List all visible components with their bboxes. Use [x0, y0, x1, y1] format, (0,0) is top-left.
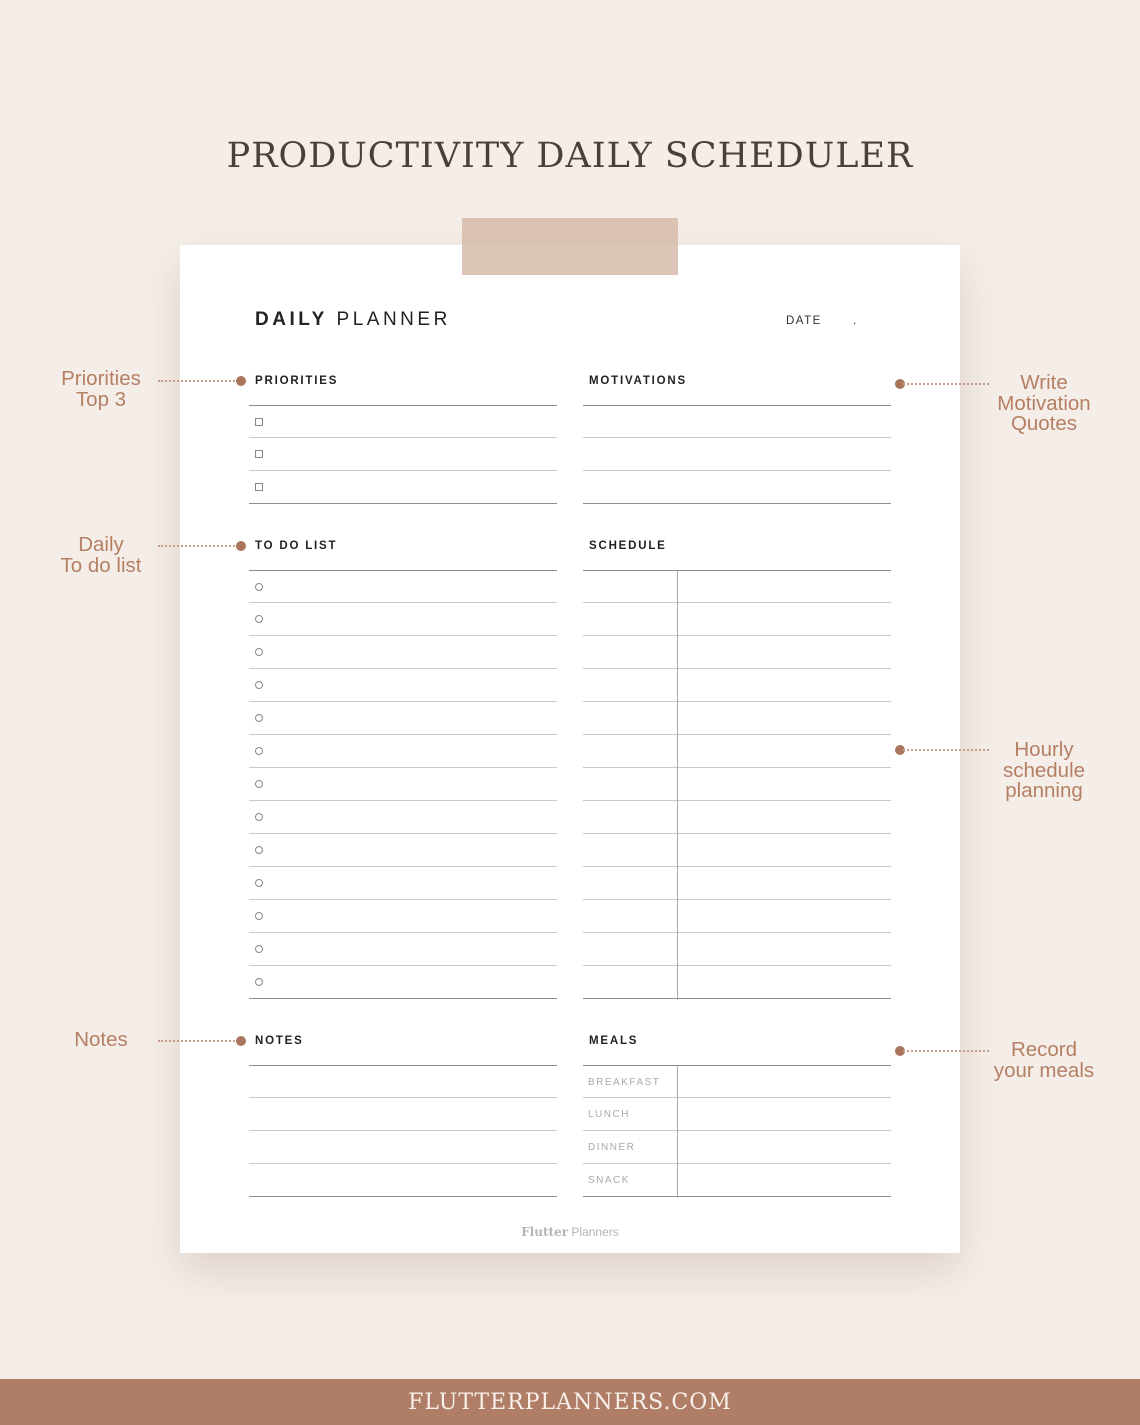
schedule-row[interactable] [583, 966, 891, 999]
meals-label: MEALS [589, 1035, 639, 1047]
priorities-list [249, 405, 557, 504]
annotation-line: Daily [78, 533, 124, 556]
annotation-todo [31, 535, 171, 576]
todo-row[interactable] [249, 966, 557, 999]
todo-row[interactable] [249, 834, 557, 867]
circle-bullet-icon[interactable] [255, 813, 263, 821]
schedule-time-divider [677, 571, 678, 1000]
annotation-priorities [31, 369, 171, 410]
schedule-row[interactable] [583, 801, 891, 834]
motivations-label: MOTIVATIONS [589, 375, 687, 387]
planner-title [255, 309, 451, 331]
page-title: PRODUCTIVITY DAILY SCHEDULER [226, 136, 914, 176]
pointer-dot [236, 1036, 246, 1046]
circle-bullet-icon[interactable] [255, 846, 263, 854]
schedule-row[interactable] [583, 933, 891, 966]
notes-row[interactable] [249, 1131, 557, 1164]
annotation-line: Quotes [1010, 412, 1078, 435]
annotation-line: Priorities [61, 367, 141, 390]
schedule-row[interactable] [583, 636, 891, 669]
todo-label: TO DO LIST [255, 540, 338, 552]
notes-row[interactable] [249, 1164, 557, 1197]
annotation-motivations [974, 373, 1114, 435]
motivations-list [583, 405, 891, 504]
todo-row[interactable] [249, 570, 557, 603]
leader-line [903, 383, 989, 385]
pointer-dot [236, 541, 246, 551]
annotation-line: your meals [993, 1058, 1095, 1082]
meal-label: BREAKFAST [588, 1077, 661, 1088]
schedule-row[interactable] [583, 702, 891, 735]
planner-sheet [180, 245, 960, 1253]
brand-light: Planners [571, 1225, 619, 1239]
annotation-schedule [974, 740, 1114, 802]
planner-title-light: PLANNER [336, 309, 451, 330]
annotation-line: Top 3 [75, 387, 127, 411]
planner-title-bold: DAILY [255, 309, 328, 330]
annotation-line: To do list [60, 553, 142, 577]
annotation-line: Record [1010, 1038, 1078, 1061]
motivation-row[interactable] [583, 471, 891, 504]
priority-row[interactable] [249, 405, 557, 438]
leader-line [903, 1050, 989, 1052]
circle-bullet-icon[interactable] [255, 945, 263, 953]
notes-row[interactable] [249, 1065, 557, 1098]
notes-row[interactable] [249, 1098, 557, 1131]
motivation-row[interactable] [583, 438, 891, 471]
brand-footer [180, 1225, 960, 1239]
leader-line [158, 545, 238, 547]
schedule-row[interactable] [583, 900, 891, 933]
annotation-notes [31, 1030, 171, 1051]
annotation-line: Notes [74, 1028, 128, 1051]
leader-line [158, 380, 238, 382]
circle-bullet-icon[interactable] [255, 583, 263, 591]
todo-row[interactable] [249, 636, 557, 669]
todo-row[interactable] [249, 702, 557, 735]
todo-row[interactable] [249, 735, 557, 768]
website-link[interactable]: FLUTTERPLANNERS.COM [408, 1390, 732, 1415]
priority-row[interactable] [249, 471, 557, 504]
meal-row[interactable] [583, 1098, 891, 1131]
date-dot: . [853, 313, 857, 327]
annotation-line: Hourly [1014, 738, 1074, 761]
todo-row[interactable] [249, 603, 557, 636]
todo-row[interactable] [249, 801, 557, 834]
schedule-row[interactable] [583, 768, 891, 801]
meal-row[interactable] [583, 1065, 891, 1098]
todo-row[interactable] [249, 867, 557, 900]
todo-row[interactable] [249, 768, 557, 801]
meal-row[interactable] [583, 1131, 891, 1164]
leader-line [903, 749, 989, 751]
meal-label: DINNER [588, 1142, 636, 1153]
meals-table [583, 1065, 891, 1197]
meals-divider [677, 1066, 678, 1198]
leader-line [158, 1040, 238, 1042]
brand-bold: Flutter [521, 1225, 569, 1239]
meal-label: LUNCH [588, 1109, 630, 1120]
washi-tape [462, 218, 678, 275]
schedule-row[interactable] [583, 669, 891, 702]
circle-bullet-icon[interactable] [255, 879, 263, 887]
circle-bullet-icon[interactable] [255, 747, 263, 755]
checkbox-icon[interactable] [255, 450, 263, 458]
notes-label: NOTES [255, 1035, 304, 1047]
annotation-line: Motivation [997, 391, 1091, 415]
priorities-label: PRIORITIES [255, 375, 339, 387]
motivation-row[interactable] [583, 405, 891, 438]
annotation-line: schedule [1002, 758, 1086, 782]
todo-row[interactable] [249, 933, 557, 966]
annotation-meals [974, 1040, 1114, 1081]
schedule-grid [583, 570, 891, 999]
circle-bullet-icon[interactable] [255, 681, 263, 689]
schedule-row[interactable] [583, 570, 891, 603]
todo-list [249, 570, 557, 999]
schedule-row[interactable] [583, 603, 891, 636]
schedule-row[interactable] [583, 735, 891, 768]
circle-bullet-icon[interactable] [255, 978, 263, 986]
schedule-label: SCHEDULE [589, 540, 667, 552]
circle-bullet-icon[interactable] [255, 714, 263, 722]
notes-list [249, 1065, 557, 1197]
priority-row[interactable] [249, 438, 557, 471]
annotation-line: planning [1005, 779, 1083, 802]
circle-bullet-icon[interactable] [255, 912, 263, 920]
date-label: DATE [786, 315, 822, 327]
schedule-row[interactable] [583, 834, 891, 867]
checkbox-icon[interactable] [255, 483, 263, 491]
circle-bullet-icon[interactable] [255, 615, 263, 623]
pointer-dot [236, 376, 246, 386]
checkbox-icon[interactable] [255, 418, 263, 426]
meal-label: SNACK [588, 1175, 630, 1186]
circle-bullet-icon[interactable] [255, 780, 263, 788]
annotation-line: Write [1020, 371, 1068, 394]
todo-row[interactable] [249, 900, 557, 933]
todo-row[interactable] [249, 669, 557, 702]
meal-row[interactable] [583, 1164, 891, 1197]
schedule-row[interactable] [583, 867, 891, 900]
circle-bullet-icon[interactable] [255, 648, 263, 656]
